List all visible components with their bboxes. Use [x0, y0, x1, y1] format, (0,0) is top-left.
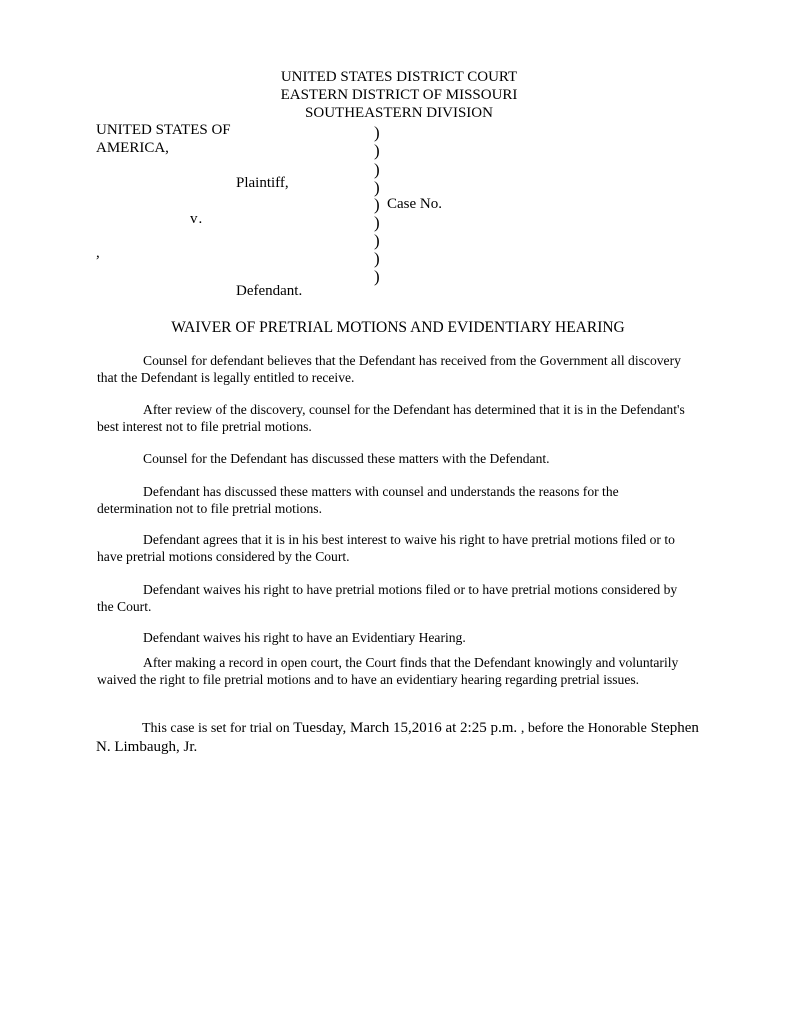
- versus-label: v.: [190, 211, 205, 227]
- caption-paren: ): [374, 195, 380, 214]
- judge-name: Stephen N. Limbaugh, Jr.: [96, 720, 699, 755]
- document-title: WAIVER OF PRETRIAL MOTIONS AND EVIDENTIARY HEARING: [171, 319, 625, 336]
- caption-paren: ): [374, 249, 380, 268]
- paragraph-waive-motions: Defendant waives his right to have pretrial motions filed or to have pretrial motions considered by the Court.: [97, 582, 678, 614]
- court-name: UNITED STATES DISTRICT COURT: [280, 69, 518, 85]
- paragraph-review-of-discovery: After review of the discovery, counsel for the Defendant has determined that it is in the Defendant's best interest not to file pretrial motions.: [97, 402, 685, 434]
- trial-prefix: This case is set for trial on: [142, 721, 290, 736]
- trial-datetime: Tuesday, March 15,2016 at 2:25 p.m.: [293, 720, 518, 736]
- plaintiff-name-line1: UNITED STATES OF: [96, 122, 231, 138]
- caption-paren: ): [374, 141, 380, 160]
- paragraph-court-finds: After making a record in open court, the Court finds that the Defendant knowingly and voluntarily waived the right to file pretrial motions and to have an evidentiary hearing regarding pretrial issues.: [97, 655, 679, 687]
- defendant-name: ,: [96, 245, 100, 261]
- caption-paren: ): [374, 123, 380, 142]
- case-number-label: Case No.: [387, 196, 442, 212]
- court-division: SOUTHEASTERN DIVISION: [305, 105, 493, 121]
- trial-setting-paragraph: [96, 719, 706, 756]
- caption-paren: ): [374, 231, 380, 250]
- court-district: EASTERN DISTRICT OF MISSOURI: [280, 87, 518, 103]
- plaintiff-name-line2: AMERICA,: [96, 140, 169, 156]
- paragraph-defendant-agrees: Defendant agrees that it is in his best interest to waive his right to have pretrial motions filed or to have pretrial motions considered by the Court.: [97, 532, 675, 564]
- caption-paren: ): [374, 213, 380, 232]
- paragraph-defendant-discussed: Defendant has discussed these matters with counsel and understands the reasons for the determination not to file pretrial motions.: [97, 484, 619, 516]
- caption-paren: ): [374, 267, 380, 286]
- paragraph-counsel-discussed: Counsel for the Defendant has discussed these matters with the Defendant.: [143, 451, 550, 466]
- caption-paren: ): [374, 160, 380, 179]
- caption-paren: ): [374, 178, 380, 197]
- trial-before: , before the Honorable: [520, 721, 647, 736]
- paragraph-waive-hearing: Defendant waives his right to have an Evidentiary Hearing.: [143, 630, 466, 645]
- plaintiff-label: Plaintiff,: [236, 175, 289, 191]
- defendant-label: Defendant.: [236, 283, 303, 299]
- paragraph-discovery-received: Counsel for defendant believes that the Defendant has received from the Government all discovery that the Defendant is legally entitled to receive.: [97, 353, 681, 385]
